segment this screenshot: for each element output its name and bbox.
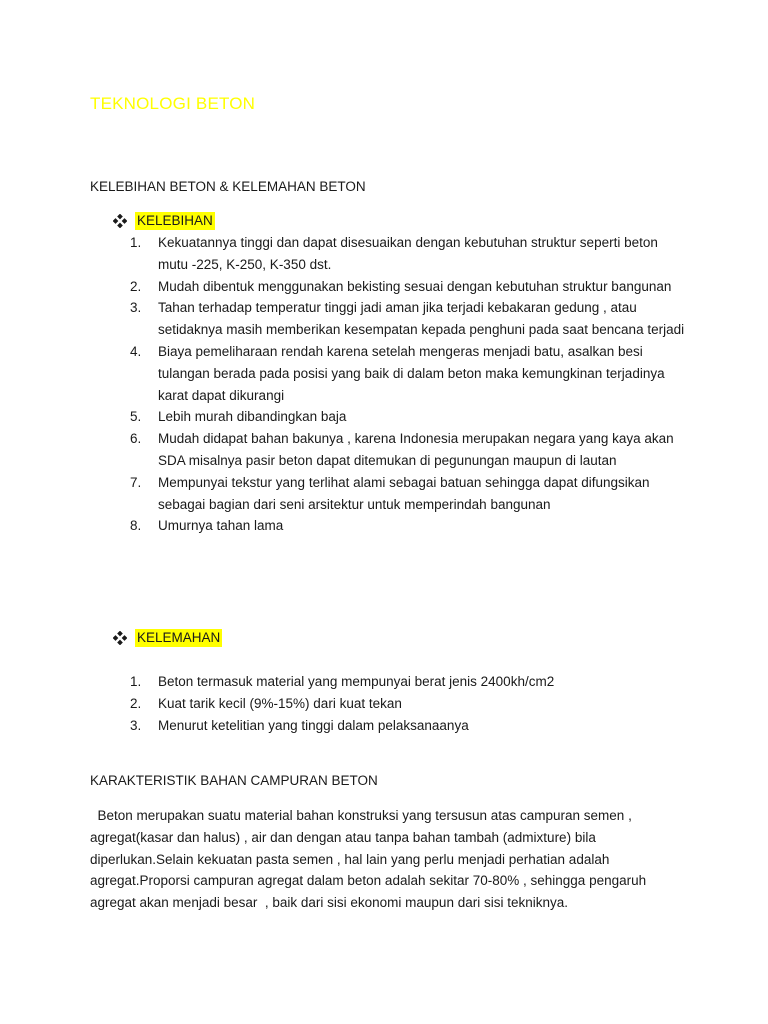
- list-item-text: Beton termasuk material yang mempunyai berat jenis 2400kh/cm2: [158, 674, 555, 689]
- list-item-text: Mudah dibentuk menggunakan bekisting sesuai dengan kebutuhan struktur bangunan: [158, 278, 672, 294]
- list-item: [130, 428, 690, 472]
- list-item-text: Kuat tarik kecil (9%-15%) dari kuat tekan: [158, 695, 402, 711]
- kelebihan-list: [130, 232, 690, 537]
- document-title: TEKNOLOGI BETON: [90, 94, 256, 113]
- list-item: [130, 693, 690, 715]
- list-item: [130, 715, 690, 737]
- diamond-bullet-icon: [113, 214, 127, 228]
- list-item: [130, 276, 690, 298]
- list-item-text: Kekuatannya tinggi dan dapat disesuaikan dengan kebutuhan struktur seperti beton mutu -225, K-250, K-350 dst.: [158, 235, 658, 272]
- list-item-number: 3.: [130, 717, 142, 733]
- list-item: [130, 341, 690, 406]
- list-item-text: Mudah didapat bahan bakunya , karena Indonesia merupakan negara yang kaya akan SDA misalnya pasir beton dapat ditemukan di pegunungan maupun di lautan: [158, 431, 674, 468]
- list-item: [130, 297, 690, 341]
- section-heading-karakteristik: KARAKTERISTIK BAHAN CAMPURAN BETON: [90, 773, 378, 788]
- body-paragraph: Beton merupakan suatu material bahan konstruksi yang tersusun atas campuran semen , agregat(kasar dan halus) , air dan dengan atau tanpa bahan tambah (admixture) bila diperlukan.Selain kekuatan pasta semen , hal lain yang perlu menjadi perhatian adalah agregat.Proporsi campuran agregat dalam beton adalah sekitar 70-80% , sehingga pengaruh agregat akan menjadi besar , baik dari sisi ekonomi maupun dari sisi tekniknya.: [90, 808, 650, 911]
- list-item-text: Menurut ketelitian yang tinggi dalam pelaksanaanya: [158, 717, 469, 733]
- list-item-number: 5.: [130, 409, 142, 425]
- list-item-text: Umurnya tahan lama: [158, 518, 284, 534]
- list-item: [130, 406, 690, 428]
- list-item-text: Biaya pemeliharaan rendah karena setelah mengeras menjadi batu, asalkan besi tulangan berada pada posisi yang baik di dalam beton maka kemungkinan terjadinya karat dapat dikurangi: [158, 343, 665, 403]
- list-item-number: 8.: [130, 518, 142, 534]
- list-item-number: 4.: [130, 343, 142, 359]
- list-item-number: 6.: [130, 431, 142, 447]
- list-item-text: Tahan terhadap temperatur tinggi jadi aman jika terjadi kebakaran gedung , atau setidaknya masih memberikan kesempatan kepada penghuni pada saat bencana terjadi: [158, 300, 685, 338]
- kelebihan-label: KELEBIHAN: [137, 213, 213, 228]
- list-item-number: 3.: [130, 300, 142, 316]
- bullet-kelebihan: [113, 211, 215, 231]
- diamond-bullet-icon: [113, 631, 127, 645]
- kelemahan-list: [130, 671, 690, 736]
- list-item-text: Lebih murah dibandingkan baja: [158, 409, 347, 425]
- list-item: [130, 232, 690, 276]
- list-item-number: 2.: [130, 278, 142, 294]
- list-item-number: 2.: [130, 695, 142, 711]
- list-item-number: 1.: [130, 235, 142, 250]
- list-item: [130, 515, 690, 537]
- list-item-number: 7.: [130, 474, 142, 490]
- bullet-kelemahan: [113, 628, 222, 648]
- list-item-number: 1.: [130, 674, 142, 689]
- list-item: [130, 472, 690, 516]
- section-heading-kelebihan-kelemahan: KELEBIHAN BETON & KELEMAHAN BETON: [90, 179, 366, 194]
- kelemahan-label: KELEMAHAN: [137, 630, 221, 645]
- list-item-text: Mempunyai tekstur yang terlihat alami sebagai batuan sehingga dapat difungsikan sebagai bagian dari seni arsitektur untuk memperindah bangunan: [158, 474, 650, 512]
- list-item: [130, 671, 690, 693]
